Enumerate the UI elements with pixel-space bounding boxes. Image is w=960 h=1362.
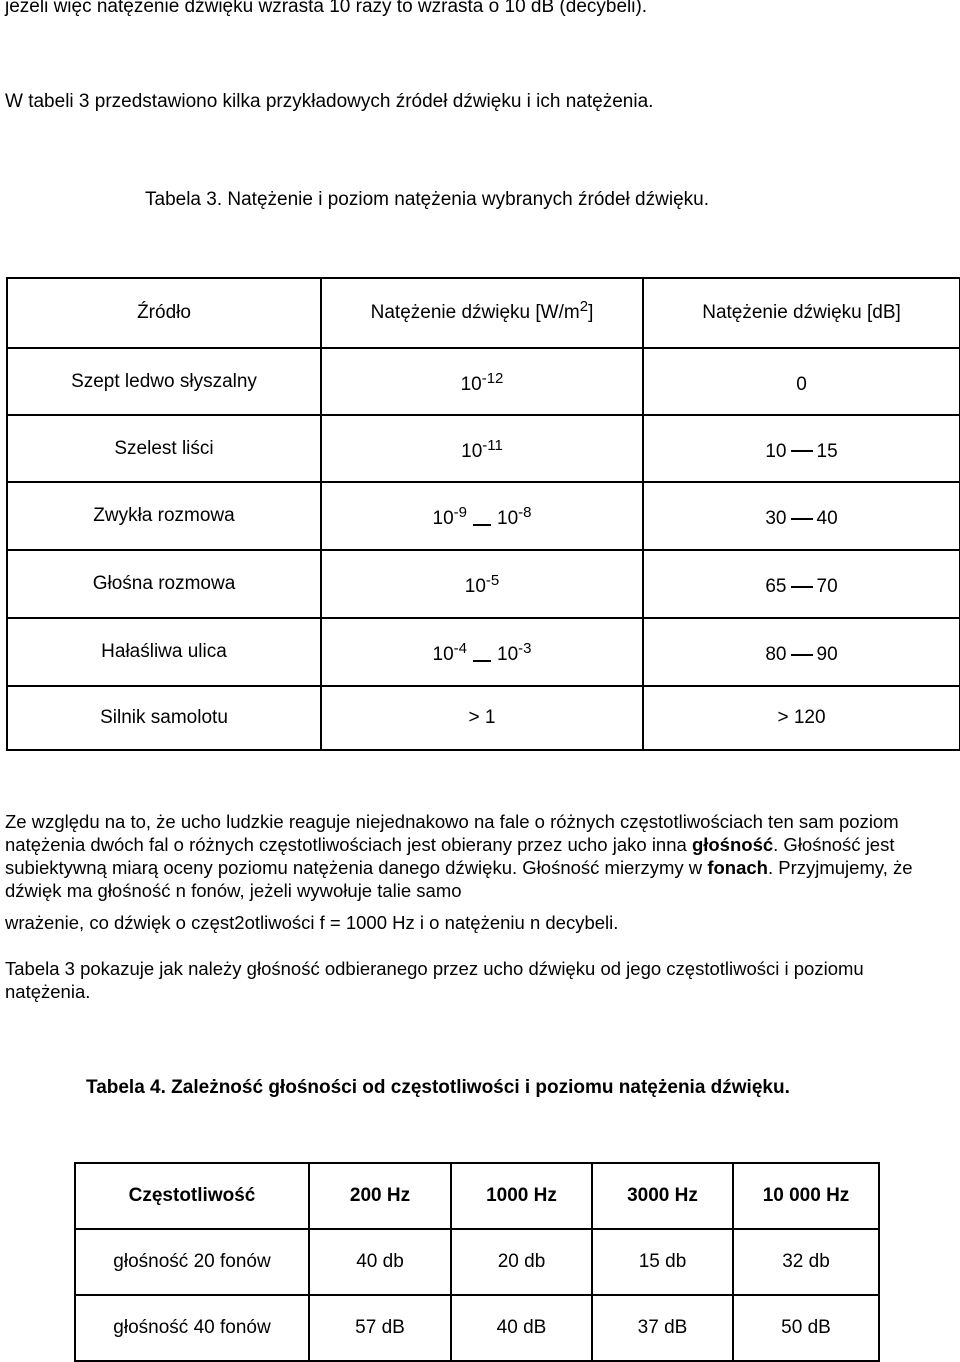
table4-cell: 50 dB xyxy=(733,1295,879,1361)
intensity-cell: > 1 xyxy=(321,686,643,750)
table3 xyxy=(6,277,960,751)
level-cell: > 120 xyxy=(643,686,960,750)
table3-header-level: Natężenie dźwięku [dB] xyxy=(643,278,960,348)
intro-line-1: jeżeli więc natężenie dźwięku wzrasta 10 razy to wzrasta o 10 dB (decybeli). xyxy=(5,0,648,17)
table-row xyxy=(75,1295,879,1361)
source-cell: Głośna rozmowa xyxy=(7,550,321,618)
term-loudness: głośność xyxy=(691,834,774,855)
paragraph-table3-note: Tabela 3 pokazuje jak należy głośność odbieranego przez ucho dźwięku od jego częstotliwości i poziomu natężenia. xyxy=(5,958,864,1002)
table3-caption: Tabela 3. Natężenie i poziom natężenia wybranych źródeł dźwięku. xyxy=(145,189,709,210)
table4-cell: 37 dB xyxy=(592,1295,733,1361)
level-cell: 0 xyxy=(643,348,960,415)
table4-header-cell: 10 000 Hz xyxy=(733,1163,879,1229)
level-cell: 65 70 xyxy=(643,550,960,618)
table-row xyxy=(75,1229,879,1295)
table4-header-cell: 200 Hz xyxy=(309,1163,451,1229)
table4-cell: głośność 40 fonów xyxy=(75,1295,309,1361)
table-row xyxy=(7,482,960,550)
table4-cell: głośność 20 fonów xyxy=(75,1229,309,1295)
table4-header-cell: 1000 Hz xyxy=(451,1163,592,1229)
level-cell: 10 15 xyxy=(643,415,960,482)
source-cell: Zwykła rozmowa xyxy=(7,482,321,550)
source-cell: Hałaśliwa ulica xyxy=(7,618,321,686)
table4-cell: 40 dB xyxy=(451,1295,592,1361)
intensity-cell: $10^{-5}$ xyxy=(321,550,643,618)
source-cell: Szept ledwo słyszalny xyxy=(7,348,321,415)
table3-header-row xyxy=(7,278,960,348)
table-row xyxy=(7,348,960,415)
table3-header-source: Źródło xyxy=(7,278,321,348)
paragraph-loudness: Ze względu na to, że ucho ludzkie reaguje niejednakowo na fale o różnych częstotliwościach ten sam poziom natężenia dwóch fal o różnych częstotliwościach jest obierany przez ucho jako inna głośność. Głośność jest subiektywną miarą oceny poziomu natężenia danego dźwięku. Głośność mierzymy w fonach. Przyjmujemy, że dźwięk ma głośność n fonów, jeżeli wywołuje talie samo wrażenie, co dźwięk o częst2otliwości f = 1000 Hz i o natężeniu n decybeli. xyxy=(5,811,913,933)
intensity-cell: $10^{-9}$ $10^{-8}$ xyxy=(321,482,643,550)
table4-cell: 57 dB xyxy=(309,1295,451,1361)
table4-cell: 40 db xyxy=(309,1229,451,1295)
table4-header-row xyxy=(75,1163,879,1229)
table-row xyxy=(7,415,960,482)
source-cell: Szelest liści xyxy=(7,415,321,482)
intensity-cell: $10^{-11}$ xyxy=(321,415,643,482)
table3-header-intensity: Natężenie dźwięku $[W/m^2]$ xyxy=(321,278,643,348)
term-phons: fonach xyxy=(707,857,768,878)
table4-header-cell: Częstotliwość xyxy=(75,1163,309,1229)
table4-caption: Tabela 4. Zależność głośności od częstotliwości i poziomu natężenia dźwięku. xyxy=(86,1077,790,1098)
table4-cell: 15 db xyxy=(592,1229,733,1295)
level-cell: 80 90 xyxy=(643,618,960,686)
table-row xyxy=(7,686,960,750)
table4-cell: 20 db xyxy=(451,1229,592,1295)
intensity-cell: $10^{-4}$ $10^{-3}$ xyxy=(321,618,643,686)
table-row xyxy=(7,618,960,686)
intro-line-2: W tabeli 3 przedstawiono kilka przykładowych źródeł dźwięku i ich natężenia. xyxy=(5,91,654,112)
level-cell: 30 40 xyxy=(643,482,960,550)
intensity-cell: $10^{-12}$ xyxy=(321,348,643,415)
source-cell: Silnik samolotu xyxy=(7,686,321,750)
table4-header-cell: 3000 Hz xyxy=(592,1163,733,1229)
table-row xyxy=(7,550,960,618)
table4-cell: 32 db xyxy=(733,1229,879,1295)
table4 xyxy=(74,1162,880,1362)
